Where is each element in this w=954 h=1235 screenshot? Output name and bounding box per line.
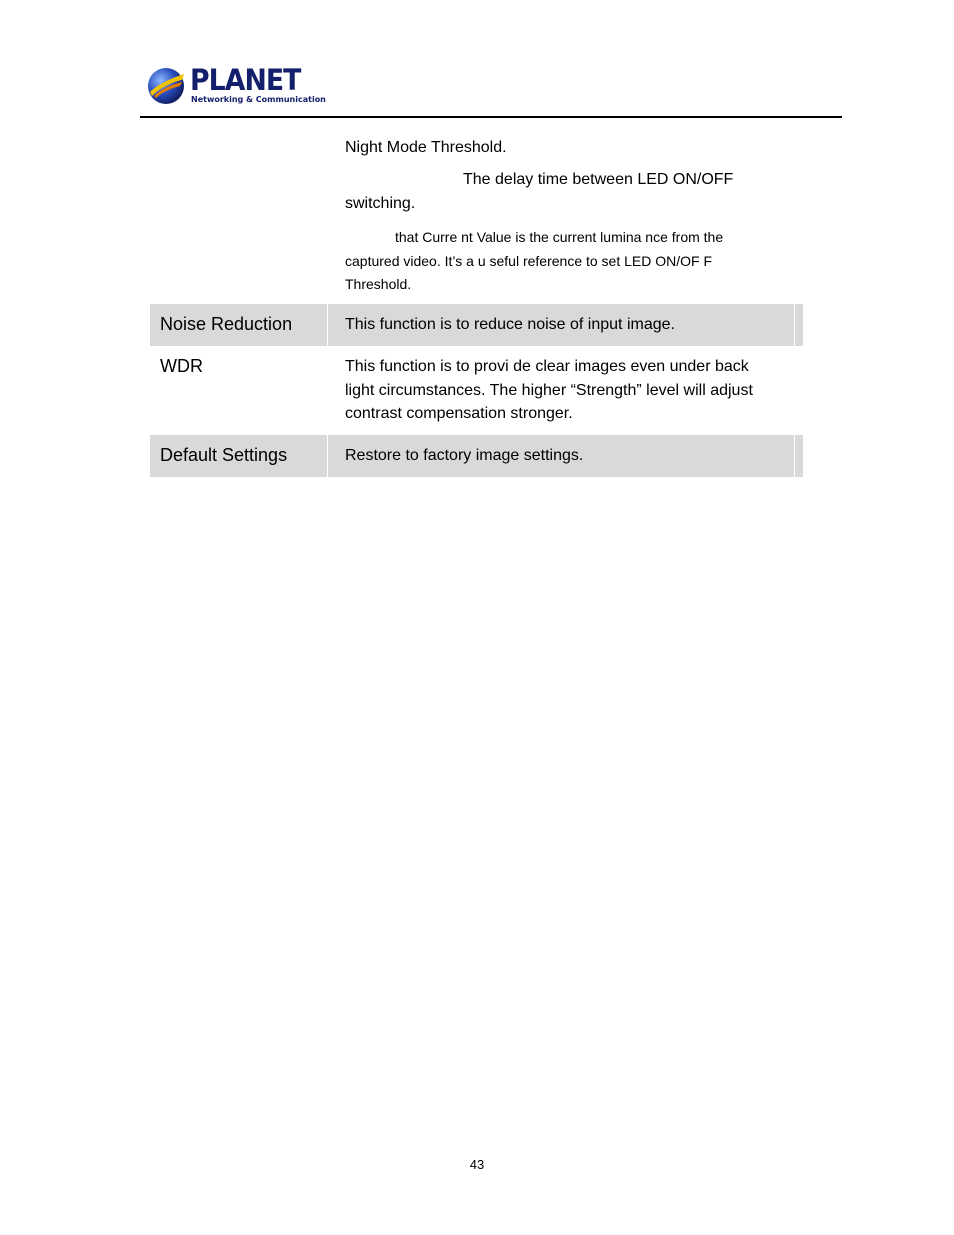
continuation-line-4: that Curre nt Value is the current lumina nce from the [395,229,724,245]
row-description: Restore to factory image settings. [345,447,584,464]
row-label: WDR [160,356,203,376]
page-number: 43 [469,1157,485,1172]
row-description: This function is to reduce noise of input image. [345,316,675,333]
row-description-line-3: contrast compensation stronger. [345,405,573,422]
row-description-line-2: light circumstances. The higher “Strength” level will adjust [345,382,753,399]
continuation-line-6: Threshold. [345,276,412,292]
header-divider [140,116,842,118]
continuation-line-2: The delay time between LED ON/OFF [463,171,734,188]
table-row-default-settings [150,435,803,477]
brand-tagline: Networking & Communication [191,95,326,104]
continuation-line-3: switching. [345,195,416,212]
continuation-line-1: Night Mode Threshold. [345,139,507,156]
brand-name: PLANET [190,63,301,97]
row-label: Default Settings [160,445,288,465]
row-label: Noise Reduction [160,314,293,334]
table-row-noise-reduction [150,304,803,346]
planet-logo [146,63,326,108]
row-description-line-1: This function is to provi de clear images even under back [345,358,749,375]
table-row-wdr [150,346,803,435]
planet-globe-icon [146,66,186,106]
continuation-line-5: captured video. It’s a u seful reference to set LED ON/OF F [345,253,713,269]
